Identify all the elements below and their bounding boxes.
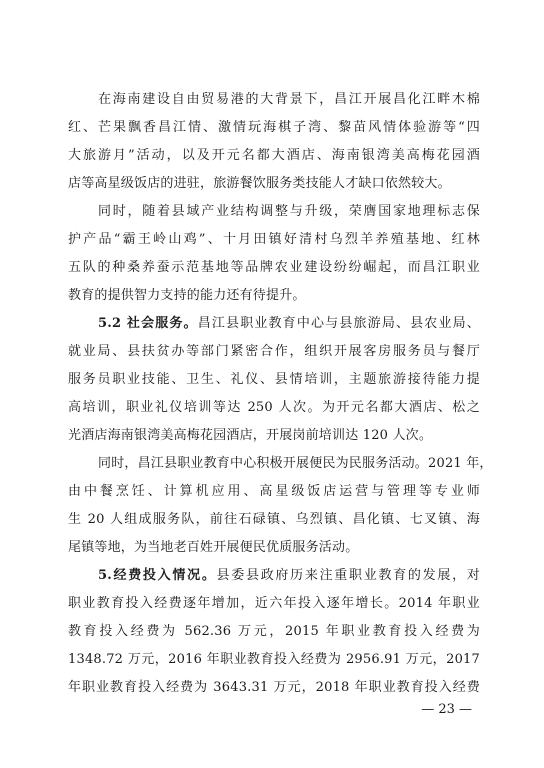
paragraph-line: 同时，随着县域产业结构调整与升级，荣膺国家地理标志保	[98, 204, 480, 219]
page-footer	[0, 700, 544, 720]
paragraph-line: 教育的提供智力支持的能力还有待提升。	[68, 288, 306, 303]
paragraph-line: 就业局、县扶贫办等部门紧密合作，组织开展客房服务员与餐厅	[68, 344, 480, 359]
section-heading-line	[98, 562, 480, 590]
paragraph-line: 职业教育投入经费逐年增加，近六年投入逐年增长。2014 年职业	[68, 596, 480, 611]
paragraph-line: 年职业教育投入经费为 3643.31 万元，2018 年职业教育投入经费	[68, 680, 480, 695]
paragraph-line: 尾镇等地，为当地老百姓开展便民优质服务活动。	[68, 540, 359, 555]
paragraph-line: 护产品“霸王岭山鸡”、十月田镇好清村乌烈羊养殖基地、红林	[68, 232, 480, 247]
section-heading-line	[98, 310, 480, 338]
paragraph-line: 大旅游月”活动，以及开元名都大酒店、海南银湾美高梅花园酒	[68, 148, 480, 163]
section-heading: 5.经费投入情况。	[98, 568, 217, 583]
section-heading: 5.2 社会服务。	[98, 316, 198, 331]
paragraph-line: 服务员职业技能、卫生、礼仪、县情培训，主题旅游接待能力提	[68, 372, 480, 387]
paragraph-line: 在海南建设自由贸易港的大背景下，昌江开展昌化江畔木棉	[98, 92, 480, 107]
paragraph-line: 昌江县职业教育中心与县旅游局、县农业局、	[197, 316, 480, 331]
paragraph-line: 光酒店海南银湾美高梅花园酒店，开展岗前培训达 120 人次。	[68, 428, 433, 443]
paragraph-line: 红、芒果飘香昌江情、激情玩海棋子湾、黎苗风情体验游等“四	[68, 120, 480, 135]
paragraph-line: 教育投入经费为 562.36 万元，2015 年职业教育投入经费为	[68, 624, 480, 639]
paragraph-line: 店等高星级饭店的进驻，旅游餐饮服务类技能人才缺口依然较大。	[68, 176, 451, 191]
paragraph-line: 县委县政府历来注重职业教育的发展，对	[216, 568, 480, 583]
paragraph-line: 五队的种桑养蚕示范基地等品牌农业建设纷纷崛起，而昌江职业	[68, 260, 480, 275]
paragraph-line: 同时，昌江县职业教育中心积极开展便民为民服务活动。2021 年，	[98, 456, 493, 471]
paragraph-line: 1348.72 万元，2016 年职业教育投入经费为 2956.91 万元，2017	[68, 652, 480, 667]
paragraph-line: 由中餐烹饪、计算机应用、高星级饭店运营与管理等专业师	[68, 484, 480, 499]
page-number: — 23 —	[421, 702, 472, 717]
paragraph-line: 生 20 人组成服务队，前往石碌镇、乌烈镇、昌化镇、七叉镇、海	[68, 512, 480, 527]
paragraph-line: 高培训，职业礼仪培训等达 250 人次。为开元名都大酒店、松之	[68, 400, 480, 415]
